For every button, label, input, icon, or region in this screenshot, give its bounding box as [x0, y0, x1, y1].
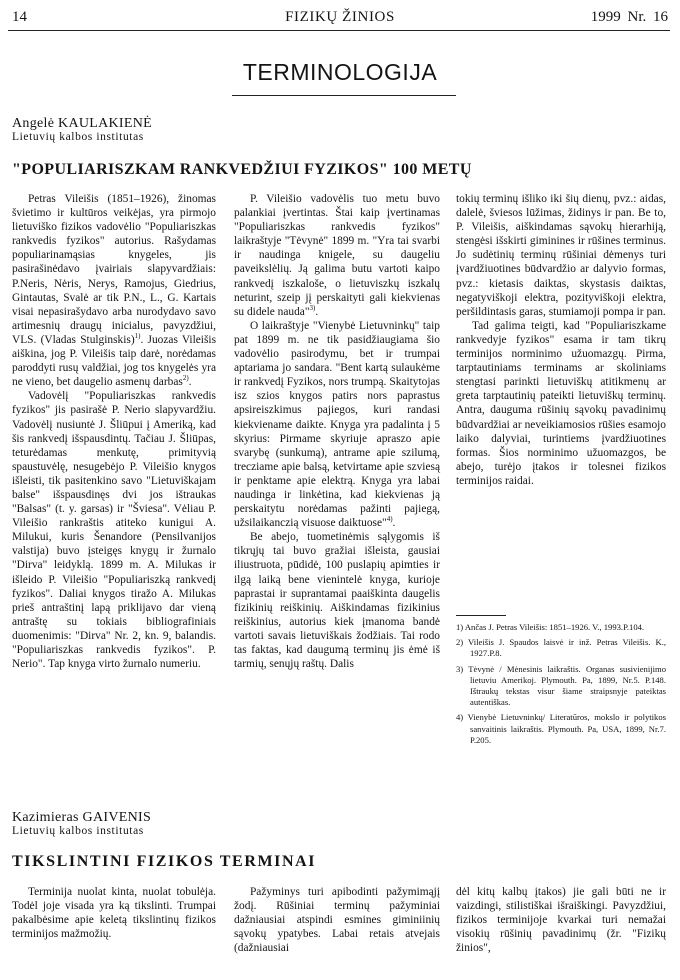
article2-title: TIKSLINTINI FIZIKOS TERMINAI — [12, 853, 317, 870]
article1-column-1 — [12, 192, 216, 671]
paragraph: P. Vileišio vadovėlis tuo metu buvo palankiai įvertintas. Štai kaip įvertinamas "Populiariszkas rankvedis fyzikos" laikraštyje "Tėvynė" 1899 m. "Yra tai svarbi ir naudinga knigele, su daugeliu paveikslėlių. Ją galima butu vartoti kaipo rankvedį iszkaloše, o lietuviszkų iszkalų neturint, szeip jį perskaityti gali kiekvienas su didele nauda"$^{3)}$. — [234, 193, 440, 318]
article1-title: "POPULIARISZKAM RANKVEDŽIUI FYZIKOS" 100 METŲ — [12, 161, 472, 178]
article2-affiliation: Lietuvių kalbos institutas — [12, 825, 144, 837]
article1-column-3 — [456, 192, 666, 488]
footnotes — [456, 622, 666, 750]
paragraph: Tad galima teigti, kad "Populiariszkame rankvedyje fyzikos" esama ir tam tikrų terminijos norminimo užuomazgų. Pirma, tarptautiniams terminams ar skoliniams stengtasi parinkti lietuviškų atitikmenų ar greta tarptautinių pateikti lietuviškų terminų. Antra, dauguma rūšinių sąvokų pavadinimų būdvardžiai ar neveikiamosios rūšies esamojo laiko dalyviai, turintiems įvardžiuotines formas. Šios norminimo užuomazgos, be abejo, turėjo įtakos ir tolesnei fizikos terminijos raidai. — [456, 319, 666, 487]
article2-author: Kazimieras GAIVENIS — [12, 810, 152, 825]
paragraph: Be abejo, tuometinėmis sąlygomis iš tikrųjų tai buvo gražiai išleista, gausiai iliustruota, pūdidė, 100 puslapių apimties ir ilgą laiką bene vienintelė knyga, kurioje paprastai ir suprantamai paaiškinta daugelis fizikinių reiškinių. Aiškindamas fizikinius reiškinius, autorius kiek įmanoma bandė vartoti savais lietuviškais žodžiais. Tai rodo tas faktas, kad daugumą terminų jis ėmė iš tarmių, senųjų raštų. Dalis — [234, 531, 440, 671]
footnote-rule — [456, 615, 506, 616]
journal-title: FIZIKŲ ŽINIOS — [285, 9, 395, 25]
header-rule — [8, 30, 670, 31]
article1-affiliation: Lietuvių kalbos institutas — [12, 131, 144, 143]
paragraph: Petras Vileišis (1851–1926), žinomas švietimo ir kultūros veikėjas, yra pirmojo lietuviško fizikos vadovėlio "Populiariszkas rankvedis fyzikos" autorius. Rašydamas populiarinamąsias knygeles, jis pasirašinėdavo įvairiais slapyvardžiais: P.Neris, Nėris, Nerys, Ramojus, Giedrius, Gintautas, Svalė ar tik P.N., L., G. Kartais visai nepasirašydavo arba nurodydavo savo artimesnių draugų inicialus, pavyzdžiui, VLS. (Vladas Stulginskis)$^{1)}$. Juozas Vileišis aiškina, jog P. Vileišis taip darė, norėdamas paroddyti rusų valdžiai, jog tos knygelės yra ne vieno, bet daugelio asmenų darbas$^{2)}$. — [12, 193, 216, 389]
paragraph: dėl kitų kalbų įtakos) jie gali būti ne ir vaizdingi, stilistiškai išraiškingi. Pavyzdžiui, fizikos terminijoje kvarkai turi nemažai visokių rūšinių pavadinimų (žr. "Fizikų žinios", — [456, 886, 666, 955]
section-title: TERMINOLOGIJA — [242, 59, 438, 85]
footnote: 1) Ančas J. Petras Vileišis: 1851–1926. V., 1993.P.104. — [456, 622, 645, 632]
article1-author: Angelė KAULAKIENĖ — [12, 116, 153, 131]
page-number: 14 — [12, 9, 27, 25]
paragraph: Terminija nuolat kinta, nuolat tobulėja. Todėl joje visada yra ką tikslinti. Trumpai pakalbėsime apie keletą tikslintinų fizikos terminijos mažmožių. — [12, 886, 216, 941]
article2-column-2 — [234, 885, 440, 955]
article2-column-3 — [456, 885, 666, 955]
section-rule — [232, 95, 456, 96]
paragraph: O laikraštyje "Vienybė Lietuvninkų" taip pat 1899 m. ne tik pasidžiaugiama šio vadovėlio pasirodymu, bet ir trumpai aptariama jo sandara. "Bent kartą sulaukėme ir rankvedį Fyzikos, nors trumpą. Skaitytojas isz szios knygos patirs nors paprastus apsireiszkimus pajiegos, kuri randasi kiekviename daikte. Knyga yra padalinta į 5 skyrius: Pirmame skyriuje apraszo apie svarybę (sunkumą), antrame apie szilumą, trecziame apie balsą, ketvirtame apie szviesą ir penktame apie elektrą. Knyga yra labai naudinga ir linkėtina, kad kiekvienas ją perskaitytu norėdamas pažinti pajiegą, užsilaikanczią visuose daiktuose"$^{4)}$. — [234, 319, 440, 530]
paragraph: Vadovėlį "Populiariszkas rankvedis fyzikos" jis pasirašė P. Nerio slapyvardžiu. Vadovėlį nusiuntė J. Šliūpui į Ameriką, kad šis rankvedį išspausdintų. Tačiau J. Šliūpas, teturėdamas menkutę, primityvią spaustuvėlę, nesugebėjo P. Vileišio knygos išleisti, tik pasitenkino savo "Lietuviškajam balse" išspausdinęs dvi jos ištraukas "Balsas" (t. y. garsas) ir "Šviesa". Vėliau P. Vileišio rankraštis atiteko kunigui A. Milukui, kuris Šenandore (Pensilvanijos valstija) buvo įsteigęs knygų ir žurnalo "Dirva" leidyklą. 1899 m. A. Milukas ir išleido P. Vileišio "Populiariszką rankvedį fyzikos". Daliai knygos tiražo A. Milukas prieš antraštinį lapą priklijavo dar vieną antraštę su tokiais bibliografiniais duomenimis: "Dirva" Nr. 2, kn. 9, balandis. "Populiariszkas rankvedis fyzikos". P. Nerio". Tap knyga virto žurnalo numeriu. — [12, 390, 216, 671]
issue-info: 1999 Nr. 16 — [590, 9, 668, 25]
footnote: 2) Vileišis J. Spaudos laisvė ir inž. Petras Vileišis. K., 1927.P.8. — [456, 637, 666, 659]
article1-column-2 — [234, 192, 440, 671]
paragraph: tokių terminų išliko iki šių dienų, pvz.: aidas, dalelė, šviesos lūžimas, židinys ir pan. Be to, P. Vileišis, aiškindamas sąvokų hierarhiją, stengėsi išskirti giminines ir rūšines terminus. Jo sudėtinių terminų rūšiniai dėmenys turi įvardžiuotines būdvardžio ar dalyvio formas, pvz.: kietasis daiktas, skystasis daiktas, negatyviškoji elektra, pozityviškoji elektra, peršildintasis garas, stumiamoji pompa ir pan. — [456, 193, 666, 318]
article2-column-1 — [12, 885, 216, 941]
footnote: 3) Tėvynė / Mėnesinis laikraštis. Organas susivienijimo lietuviu Amerikoj. Plymouth. Pa, 1899, Nr.5. P.148. Ištraukų tekstas visur šiame straipsnyje pateiktas autentiškas. — [456, 663, 666, 708]
paragraph: Pažyminys turi apibodinti pažymimąjį žodį. Rūšiniai terminų pažyminiai dažniausiai atspindi esmines giminiinių sąvokų ypatybes. Labai retais atvejais (dažniausiai — [234, 886, 440, 955]
footnote: 4) Vienybė Lietuvninkų/ Literatūros, mokslo ir polytikos sanvaitinis laikraštis. Plymouth. Pa, USA, 1899, Nr.7. P.205. — [456, 712, 666, 745]
